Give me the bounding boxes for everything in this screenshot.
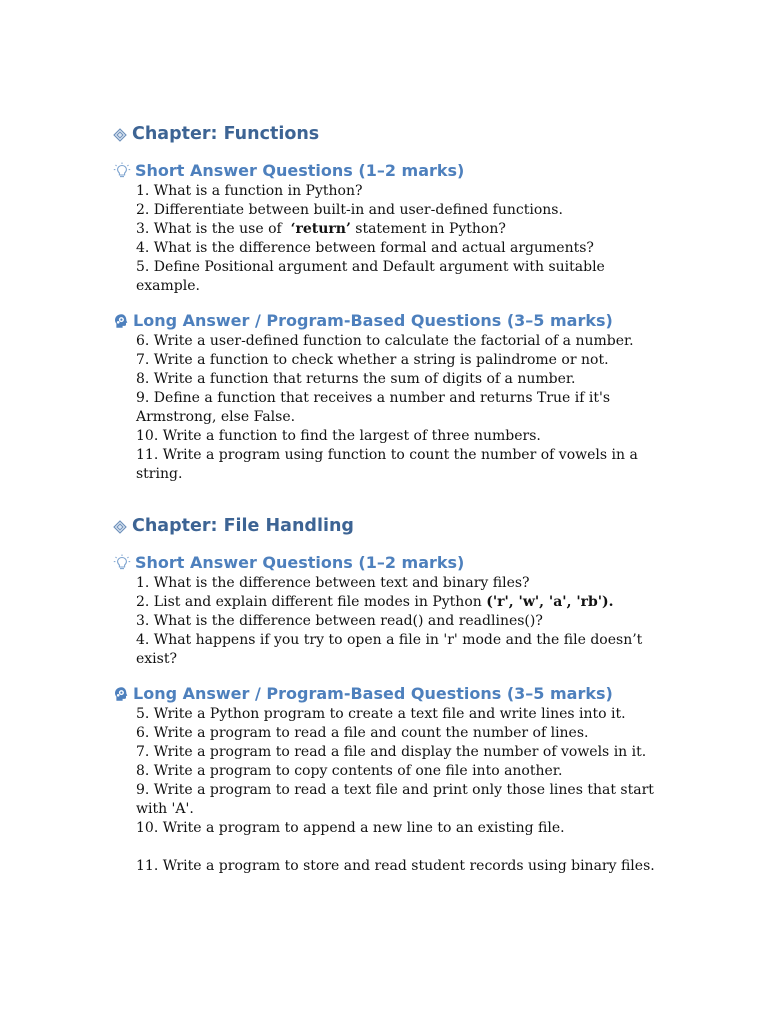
list-item: 6. Write a program to read a file and count the number of lines. <box>136 725 589 741</box>
question-text: 2. List and explain different file modes in Python <box>136 594 482 610</box>
list-item: 10. Write a function to find the largest of three numbers. <box>136 428 541 444</box>
section-title: Long Answer / Program-Based Questions (3–5 marks) <box>133 684 613 703</box>
section-heading-long-functions <box>113 311 613 330</box>
question-text: 3. What is the use of <box>136 221 282 237</box>
list-item: 5. Write a Python program to create a text file and write lines into it. <box>136 706 626 722</box>
lightbulb-icon <box>113 554 131 572</box>
list-item: 5. Define Positional argument and Default argument with suitable example. <box>136 259 605 294</box>
list-item: 3. What is the difference between read() and readlines()? <box>136 613 543 629</box>
long-questions-file-handling <box>136 705 656 876</box>
diamond-icon <box>113 519 127 533</box>
list-item: 8. Write a program to copy contents of one file into another. <box>136 763 563 779</box>
list-item: 11. Write a program to store and read student records using binary files. <box>136 858 655 874</box>
list-item <box>136 593 656 612</box>
list-item: 10. Write a program to append a new line to an existing file. <box>136 820 565 836</box>
short-questions-file-handling <box>136 574 656 669</box>
short-questions-functions <box>136 182 656 296</box>
section-title: Short Answer Questions (1–2 marks) <box>135 553 465 572</box>
section-heading-long-file-handling <box>113 684 613 703</box>
list-item: 7. Write a function to check whether a string is palindrome or not. <box>136 352 609 368</box>
file-modes: ('r', 'w', 'a', 'rb'). <box>486 594 614 610</box>
list-item: 9. Define a function that receives a number and returns True if it's Armstrong, else False. <box>136 390 610 425</box>
head-gears-icon <box>113 313 129 329</box>
list-item: 7. Write a program to read a file and display the number of vowels in it. <box>136 744 647 760</box>
list-item: 1. What is a function in Python? <box>136 183 363 199</box>
list-item: 4. What is the difference between formal and actual arguments? <box>136 240 594 256</box>
chapter-heading-functions <box>113 124 319 144</box>
list-item <box>136 220 656 239</box>
list-item: 1. What is the difference between text and binary files? <box>136 575 530 591</box>
list-item: 8. Write a function that returns the sum of digits of a number. <box>136 371 576 387</box>
section-heading-short-file-handling <box>113 553 464 572</box>
head-gears-icon <box>113 686 129 702</box>
diamond-icon <box>113 127 127 141</box>
list-item: 9. Write a program to read a text file and print only those lines that start with 'A'. <box>136 782 654 817</box>
list-item: 6. Write a user-defined function to calculate the factorial of a number. <box>136 333 634 349</box>
list-item: 11. Write a program using function to count the number of vowels in a string. <box>136 447 638 482</box>
list-item: 4. What happens if you try to open a file in 'r' mode and the file doesn’t exist? <box>136 632 643 667</box>
chapter-title: Chapter: File Handling <box>132 516 354 536</box>
section-title: Long Answer / Program-Based Questions (3–5 marks) <box>133 311 613 330</box>
long-questions-functions <box>136 332 656 484</box>
question-tail: statement in Python? <box>350 221 506 237</box>
blank-line <box>136 838 656 857</box>
section-title: Short Answer Questions (1–2 marks) <box>135 161 465 180</box>
chapter-title: Chapter: Functions <box>132 124 320 144</box>
lightbulb-icon <box>113 162 131 180</box>
chapter-heading-file-handling <box>113 516 354 536</box>
return-keyword: ‘return’ <box>290 221 351 237</box>
list-item: 2. Differentiate between built-in and user-defined functions. <box>136 202 563 218</box>
section-heading-short-functions <box>113 161 464 180</box>
